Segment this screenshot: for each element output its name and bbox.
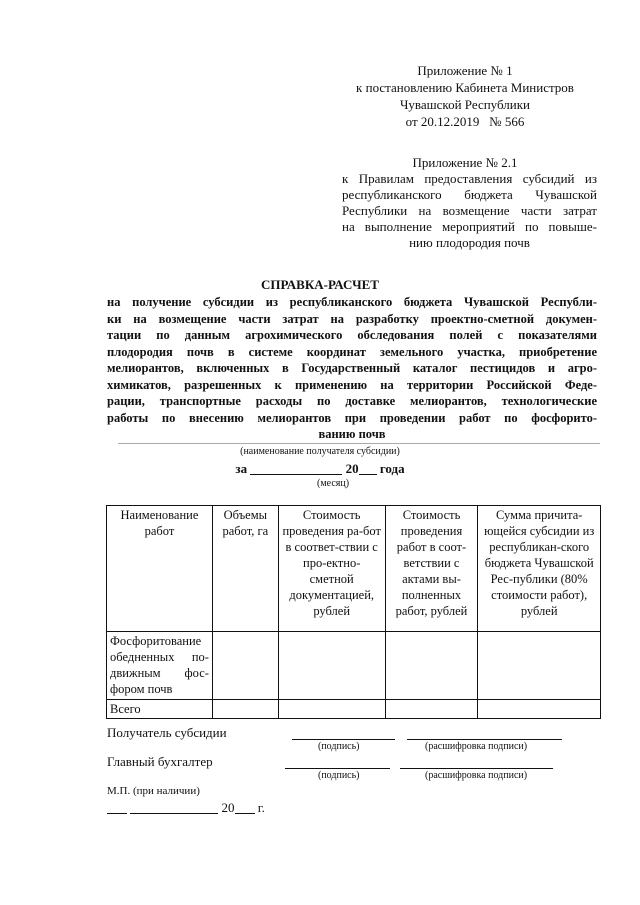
table-cell[interactable] bbox=[278, 700, 385, 719]
table-cell[interactable] bbox=[478, 700, 601, 719]
date-suffix: г. bbox=[257, 800, 265, 815]
document-title: СПРАВКА-РАСЧЕТ bbox=[261, 277, 379, 292]
row-label bbox=[107, 632, 213, 700]
table-cell[interactable] bbox=[278, 632, 385, 700]
table-cell[interactable] bbox=[212, 700, 278, 719]
row-label-line: фором почв bbox=[110, 682, 173, 696]
period-suffix: года bbox=[379, 461, 405, 476]
accountant-label: Главный бухгалтер bbox=[107, 754, 213, 769]
table-total-row bbox=[107, 700, 601, 719]
recipient-label: Получатель субсидии bbox=[107, 725, 227, 740]
decoding-caption: (расшифровка подписи) bbox=[425, 770, 528, 781]
table-cell[interactable] bbox=[385, 632, 478, 700]
date-line bbox=[107, 800, 265, 816]
appendix-1-line: к постановлению Кабинета Министров bbox=[356, 80, 574, 95]
subtitle-line: мелиорантов, включенных в Государственный каталог пестицидов и агро- bbox=[107, 361, 597, 375]
total-label: Всего bbox=[107, 700, 213, 719]
accountant-decoding-field[interactable] bbox=[400, 768, 553, 769]
appendix-1-header bbox=[330, 62, 600, 130]
appendix-1-line: Чувашской Республики bbox=[399, 97, 531, 112]
appendix-1-line: Приложение № 1 bbox=[417, 63, 513, 78]
period-year: 20 bbox=[345, 461, 359, 476]
subtitle-line: тации по данным агрохимического обследования полей с показателями bbox=[107, 328, 597, 342]
row-label-line: обедненных по- bbox=[110, 650, 209, 664]
stamp-note: М.П. (при наличии) bbox=[107, 785, 200, 797]
column-header: Сумма причита-ющейся субсидии из республикан-ского бюджета Чувашской Рес-публики (80% стоимости работ), рублей bbox=[478, 506, 601, 632]
month-field[interactable] bbox=[250, 461, 342, 475]
month-caption: (месяц) bbox=[317, 478, 350, 489]
table-cell[interactable] bbox=[385, 700, 478, 719]
subtitle-line: на получение субсидии из республиканского бюджета Чувашской Республи- bbox=[107, 295, 597, 309]
column-header: Объемы работ, га bbox=[212, 506, 278, 632]
appendix-2-line: республиканского бюджета Чувашской bbox=[342, 187, 597, 202]
subtitle-line: химикатов, разрешенных к применению на территории Российской Феде- bbox=[107, 377, 597, 392]
recipient-name-field[interactable] bbox=[118, 443, 600, 444]
table-header-row bbox=[107, 506, 601, 632]
recipient-caption: (наименование получателя субсидии) bbox=[240, 446, 400, 457]
date-year-field[interactable] bbox=[235, 801, 255, 814]
subtitle-line: работы по внесению мелиорантов при проведении работ по фосфорито- bbox=[107, 410, 597, 425]
table-row bbox=[107, 632, 601, 700]
appendix-2-line: к Правилам предоставления субсидий из bbox=[342, 171, 597, 186]
year-field[interactable] bbox=[359, 461, 377, 475]
table-cell[interactable] bbox=[212, 632, 278, 700]
row-label-line: Фосфоритование bbox=[110, 634, 202, 648]
subtitle-line: ванию почв bbox=[318, 427, 386, 441]
decoding-caption: (расшифровка подписи) bbox=[425, 741, 528, 752]
recipient-decoding-field[interactable] bbox=[407, 739, 562, 740]
date-year-prefix: 20 bbox=[221, 800, 235, 815]
appendix-1-line: от 20.12.2019 № 566 bbox=[405, 114, 525, 129]
document-subtitle bbox=[107, 294, 597, 443]
accountant-signature-field[interactable] bbox=[285, 768, 390, 769]
appendix-2-line: на выполнение мероприятий по повыше- bbox=[342, 219, 597, 234]
subtitle-line: ки на возмещение части затрат на разработку проектно-сметной докумен- bbox=[107, 311, 597, 326]
table-cell[interactable] bbox=[478, 632, 601, 700]
recipient-signature-field[interactable] bbox=[292, 739, 395, 740]
row-label-line: движным фос- bbox=[110, 666, 209, 680]
month-date-field[interactable] bbox=[130, 801, 218, 814]
signature-caption: (подпись) bbox=[318, 770, 360, 781]
appendix-2-title: Приложение № 2.1 bbox=[412, 155, 518, 170]
day-field[interactable] bbox=[107, 801, 127, 814]
calculation-table bbox=[106, 505, 601, 719]
period-line bbox=[0, 461, 640, 477]
appendix-2-line: Республики на возмещение части затрат bbox=[342, 203, 597, 218]
subtitle-line: рации, транспортные расходы по доставке мелиорантов, технологические bbox=[107, 394, 597, 408]
period-prefix: за bbox=[235, 461, 248, 476]
appendix-2-body bbox=[342, 171, 597, 251]
column-header: Стоимость проведения ра-бот в соответ-ствии с про-ектно-сметной документацией, рублей bbox=[278, 506, 385, 632]
signature-caption: (подпись) bbox=[318, 741, 360, 752]
appendix-2-line: нию плодородия почв bbox=[409, 235, 530, 250]
column-header: Стоимость проведения работ в соот-ветствии с актами вы-полненных работ, рублей bbox=[385, 506, 478, 632]
subtitle-line: плодородия почв в системе координат земельного участка, приобретение bbox=[107, 344, 597, 359]
column-header: Наименование работ bbox=[107, 506, 213, 632]
